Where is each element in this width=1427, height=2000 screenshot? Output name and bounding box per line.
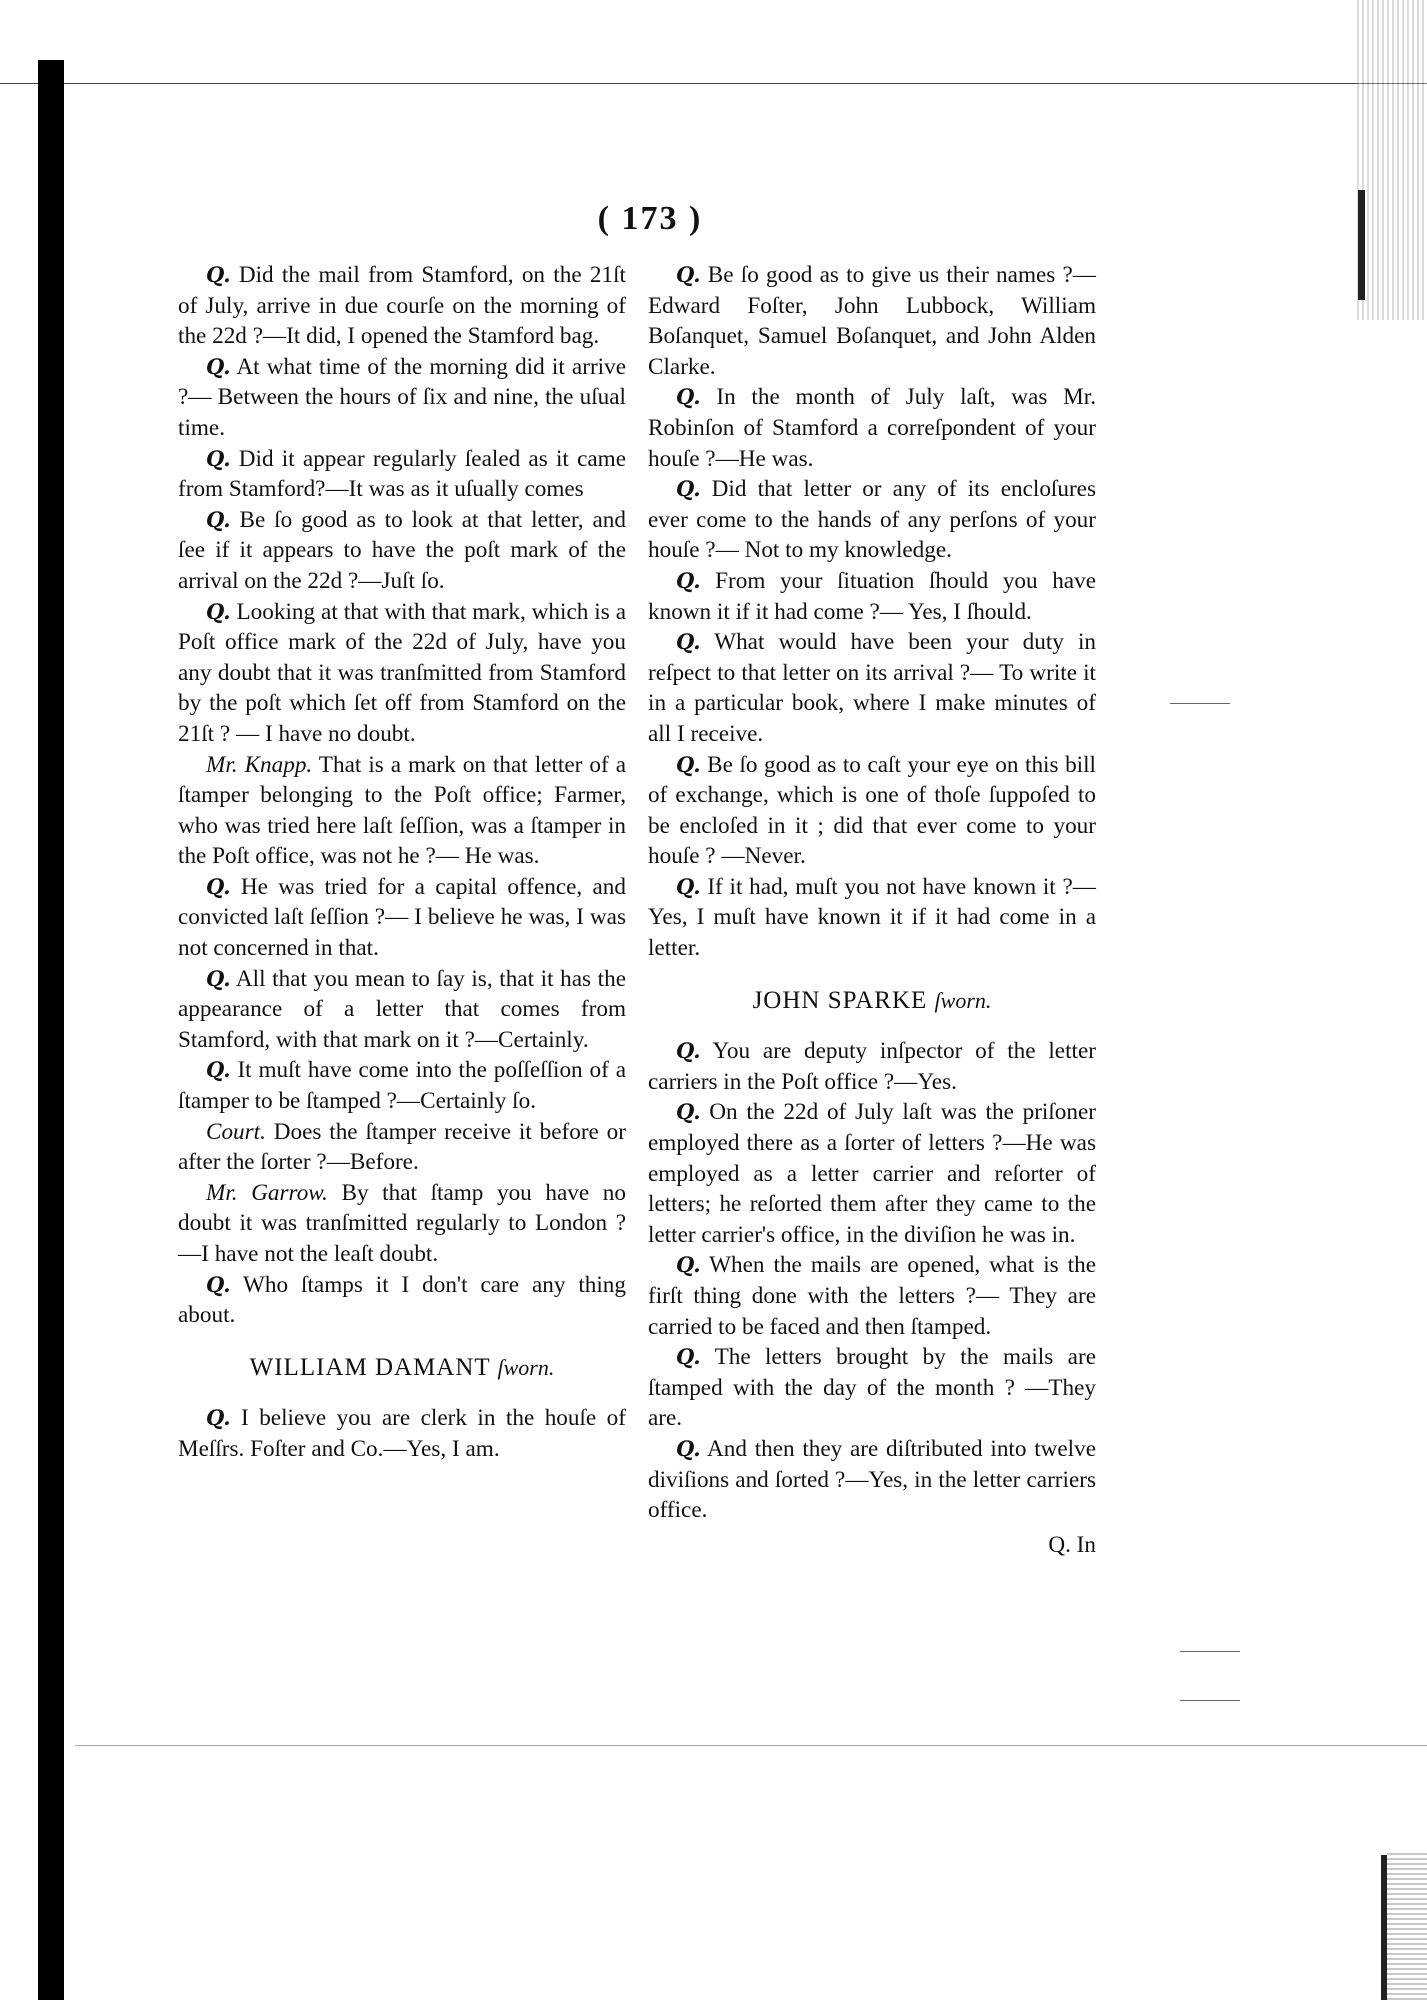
page-number: ( 173 ): [597, 200, 703, 237]
paragraph: [648, 382, 1096, 474]
question-marker: Q.: [206, 1057, 231, 1083]
paragraph: [178, 444, 626, 505]
paragraph-text: Be ſo good as to caſt your eye on this bill of exchange, which is one of thoſe ſuppoſed to be encloſed in it ; did that ever come to your houſe ? —Never.: [648, 751, 1096, 870]
paragraph: [178, 872, 626, 964]
margin-dash: [1180, 1700, 1240, 1701]
question-marker: Q.: [206, 506, 231, 532]
question-marker: Q.: [206, 1271, 231, 1297]
witness-heading-left: [178, 1353, 626, 1384]
paragraph: [178, 597, 626, 750]
top-rule: [0, 83, 1427, 84]
witness-heading-right: [648, 986, 1096, 1017]
speaker-name: Court.: [206, 1118, 266, 1145]
paragraph-text: At what time of the morning did it arrive ?— Between the hours of ſix and nine, the uſual time.: [178, 353, 626, 441]
paragraph: [178, 352, 626, 444]
paragraph-text: In the month of July laſt, was Mr. Robinſon of Stamford a correſpondent of your houſe ?—He was.: [648, 384, 1096, 472]
question-marker: Q.: [676, 1038, 701, 1064]
paragraph: [648, 260, 1096, 382]
question-marker: Q.: [206, 598, 231, 624]
question-marker: Q.: [676, 751, 701, 777]
paragraph-text: Be ſo good as to look at that letter, and ſee if it appears to have the poſt mark of the arrival on the 22d ?—Juſt ſo.: [178, 506, 626, 594]
witness-name: JOHN SPARKE: [752, 986, 928, 1014]
question-marker: Q.: [676, 476, 701, 502]
paragraph-text: It muſt have come into the poſſeſſion of a ſtamper to be ſtamped ?—Certainly ſo.: [178, 1057, 626, 1115]
speaker-name: Mr. Knapp.: [206, 751, 313, 778]
book-spine-shadow: [38, 60, 64, 2000]
question-marker: Q.: [676, 1252, 701, 1278]
right-column: [648, 260, 1096, 1560]
paragraph-text: The letters brought by the mails are ſtamped with the day of the month ? —They are.: [648, 1344, 1096, 1432]
question-marker: Q.: [206, 353, 231, 379]
margin-dash: [1170, 703, 1230, 704]
paragraph-text: All that you mean to ſay is, that it has the appearance of a letter that comes from Stamford, with that mark on it ?—Certainly.: [178, 965, 626, 1053]
paragraph-text: Did the mail from Stamford, on the 21ſt of July, arrive in due courſe on the morning of the 22d ?—It did, I opened the Stamford bag.: [178, 262, 626, 350]
left-column: [178, 260, 626, 1465]
paragraph-text: Looking at that with that mark, which is a Poſt office mark of the 22d of July, have you any doubt that it was tranſmitted from Stamford by the poſt which ſet off from Stamford on the 21ſt ? — I have no doubt.: [178, 598, 626, 747]
scan-edge-bar: [1358, 190, 1365, 300]
paragraph: [648, 566, 1096, 627]
scan-edge-bar-bottom: [1381, 1855, 1387, 2000]
paragraph: [648, 474, 1096, 566]
paragraph: [178, 1117, 626, 1178]
paragraph: [178, 1178, 626, 1270]
margin-dash: [1180, 1651, 1240, 1652]
paragraph: [648, 627, 1096, 749]
paragraph: [648, 750, 1096, 872]
paragraph: [648, 1434, 1096, 1526]
paragraph: [178, 505, 626, 597]
speaker-name: Mr. Garrow.: [206, 1179, 328, 1206]
paragraph-text: Who ſtamps it I don't care any thing about.: [178, 1271, 626, 1329]
sworn-label: ſworn.: [934, 987, 992, 1013]
paragraph: [648, 872, 1096, 964]
paragraph-text: He was tried for a capital offence, and convicted laſt ſeſſion ?— I believe he was, I was not concerned in that.: [178, 873, 626, 962]
question-marker: Q.: [676, 262, 701, 287]
question-marker: Q.: [676, 1435, 701, 1461]
paragraph-text: On the 22d of July laſt was the priſoner employed there as a ſorter of letters ?—He was employed as a letter carrier and reſorter of letters; he reſorted them after they came to the letter carrier's office, in the diviſion he was in.: [648, 1099, 1096, 1248]
paragraph-text: You are deputy inſpector of the letter carriers in the Poſt office ?—Yes.: [648, 1038, 1096, 1095]
paragraph: [648, 1036, 1096, 1097]
paragraph-text: That is a mark on that letter of a ſtamper belonging to the Poſt office; Farmer, who was tried here laſt ſeſſion, was a ſtamper in the Poſt office, was not he ?— He was.: [178, 751, 627, 870]
paragraph: [178, 750, 626, 872]
paragraph-text: Did that letter or any of its encloſures ever come to the hands of any perſons of your houſe ?— Not to my knowledge.: [648, 476, 1096, 564]
paragraph-text: What would have been your duty in reſpect to that letter on its arrival ?— To write it in a particular book, where I make minutes of all I receive.: [648, 629, 1096, 747]
scan-edge-artifact: [1357, 0, 1427, 320]
paragraph: [648, 1250, 1096, 1342]
paragraph-text: Be ſo good as to give us their names ?—Edward Foſter, John Lubbock, William Boſanquet, Samuel Boſanquet, and John Alden Clarke.: [648, 262, 1096, 380]
catchword: Q. In: [1048, 1531, 1096, 1558]
scan-edge-artifact-bottom: [1387, 1850, 1427, 2000]
question-marker: Q.: [676, 629, 701, 655]
question-marker: Q.: [206, 965, 231, 991]
paragraph-text: If it had, muſt you not have known it ?—Yes, I muſt have known it if it had come in a letter.: [648, 873, 1096, 962]
paragraph: [648, 1342, 1096, 1434]
paragraph: [178, 1055, 626, 1116]
bottom-rule: [75, 1745, 1427, 1746]
paragraph: [178, 260, 626, 352]
paragraph-text: Did it appear regularly ſealed as it came from Stamford?—It was as it uſually comes: [178, 445, 626, 503]
paragraph-text: From your ſituation ſhould you have known it if it had come ?— Yes, I ſhould.: [648, 567, 1096, 625]
left-column-body: [178, 260, 626, 1331]
question-marker: Q.: [206, 873, 231, 899]
paragraph: [178, 964, 626, 1056]
paragraph: [178, 1270, 626, 1331]
left-column-after-heading: [178, 1403, 626, 1464]
right-column-body: [648, 260, 1096, 964]
question-marker: Q.: [206, 262, 231, 287]
paragraph: [178, 1403, 626, 1464]
question-marker: Q.: [206, 1405, 231, 1431]
paragraph: [648, 1097, 1096, 1250]
paragraph-text: Does the ſtamper receive it before or after the ſorter ?—Before.: [178, 1118, 626, 1176]
paragraph-text: I believe you are clerk in the houſe of Meſſrs. Foſter and Co.—Yes, I am.: [178, 1405, 626, 1462]
paragraph-text: By that ſtamp you have no doubt it was tranſmitted regularly to London ?—I have not the leaſt doubt.: [178, 1179, 626, 1267]
question-marker: Q.: [676, 384, 701, 410]
question-marker: Q.: [676, 567, 701, 593]
sworn-label: ſworn.: [497, 1354, 555, 1380]
right-column-after-heading: [648, 1036, 1096, 1526]
question-marker: Q.: [676, 1344, 701, 1370]
paragraph-text: When the mails are opened, what is the firſt thing done with the letters ?— They are carried to be faced and then ſtamped.: [648, 1252, 1096, 1340]
question-marker: Q.: [206, 445, 231, 471]
paragraph-text: And then they are diſtributed into twelve diviſions and ſorted ?—Yes, in the letter carriers office.: [648, 1435, 1096, 1524]
witness-name: WILLIAM DAMANT: [249, 1353, 491, 1381]
question-marker: Q.: [676, 1099, 701, 1125]
question-marker: Q.: [676, 873, 701, 899]
